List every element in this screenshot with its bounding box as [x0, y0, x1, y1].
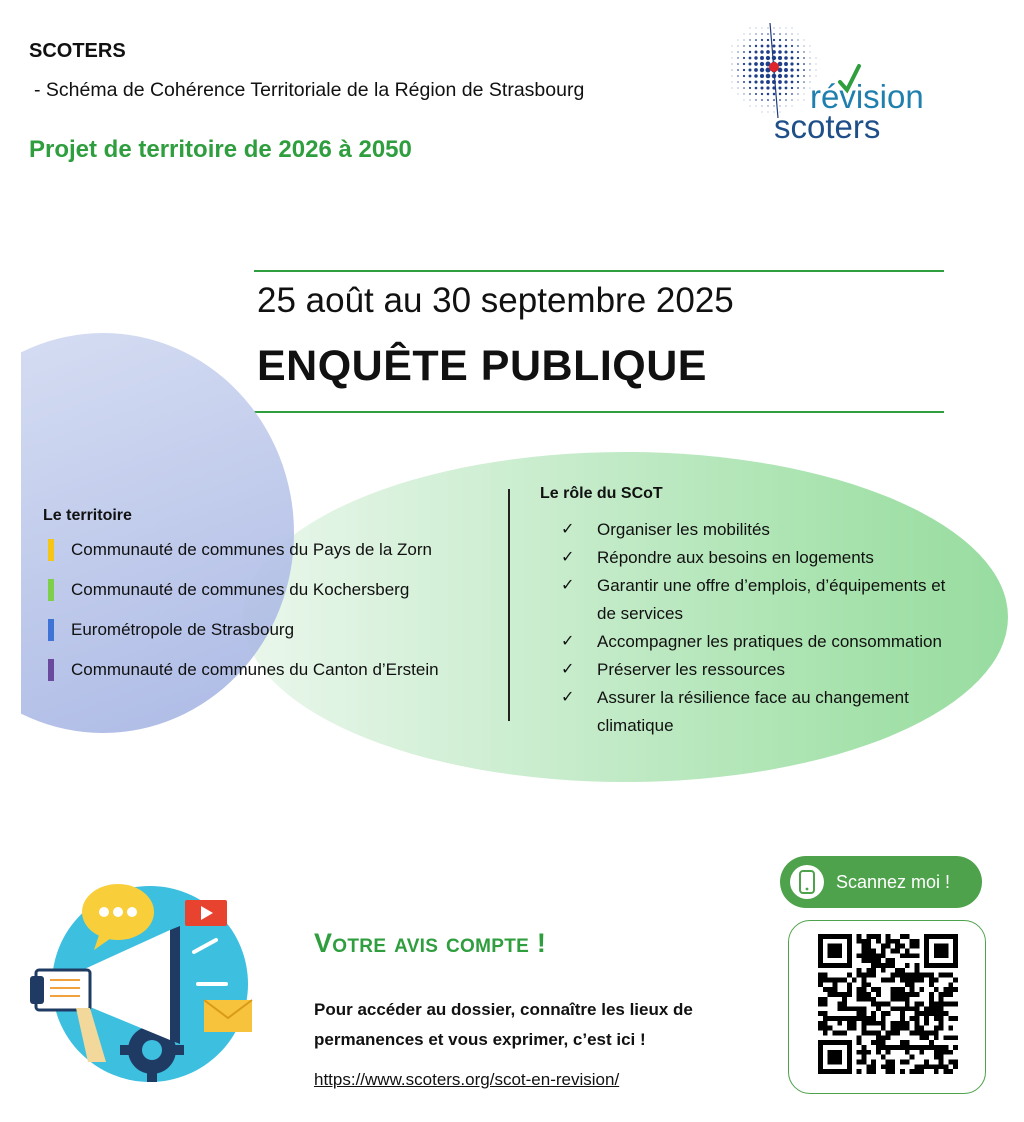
- role-item: [561, 656, 981, 684]
- territory-item: [48, 579, 409, 601]
- dotted-globe-icon: [722, 18, 962, 148]
- role-item: [561, 572, 951, 628]
- territory-item-label: Communauté de communes du Pays de la Zorn: [71, 540, 432, 559]
- color-marker: [48, 659, 54, 681]
- scan-me-badge: [780, 856, 982, 908]
- territory-item: [48, 539, 432, 561]
- role-item-label: Garantir une offre d’emplois, d’équipements et de services: [597, 576, 946, 623]
- logo-text-scoters: scoters: [774, 108, 881, 145]
- logo-text-revision: révision: [810, 78, 924, 115]
- role-item-label: Préserver les ressources: [597, 660, 786, 679]
- color-marker: [48, 539, 54, 561]
- checkmark-icon: ✓: [561, 689, 575, 706]
- org-name: SCOTERS: [29, 40, 126, 62]
- org-full-name: - Schéma de Cohérence Territoriale de la Région de Strasbourg: [34, 79, 585, 101]
- mail-icon: [204, 1000, 252, 1032]
- territory-item: [48, 659, 439, 681]
- revision-scoters-logo: [722, 18, 962, 148]
- checkmark-icon: ✓: [561, 549, 575, 566]
- role-item: [561, 516, 981, 544]
- smartphone-icon: [790, 865, 824, 899]
- cta-body: Pour accéder au dossier, connaître les lieux de permanences et vous exprimer, c’est ici !: [314, 1000, 693, 1049]
- event-dates: 25 août au 30 septembre 2025: [257, 281, 734, 320]
- video-play-icon: [185, 900, 227, 926]
- role-item-label: Organiser les mobilités: [597, 520, 770, 539]
- checkmark-icon: ✓: [561, 661, 575, 678]
- role-item: [561, 544, 981, 572]
- territory-item-label: Eurométropole de Strasbourg: [71, 620, 295, 639]
- top-rule: [254, 270, 944, 272]
- role-item: [561, 628, 981, 656]
- role-item-label: Assurer la résilience face au changement climatique: [597, 688, 909, 735]
- color-marker: [48, 619, 54, 641]
- qr-code[interactable]: [818, 934, 958, 1074]
- territory-title: Le territoire: [43, 507, 132, 524]
- checkmark-icon: ✓: [561, 521, 575, 538]
- project-subtitle: Projet de territoire de 2026 à 2050: [29, 136, 412, 163]
- territory-item: [48, 619, 294, 641]
- megaphone-illustration: [30, 872, 260, 1087]
- role-title: Le rôle du SCoT: [540, 485, 663, 502]
- color-marker: [48, 579, 54, 601]
- territory-item-label: Communauté de communes du Canton d’Erstein: [71, 660, 439, 679]
- checkmark-icon: ✓: [561, 633, 575, 650]
- cta-link[interactable]: https://www.scoters.org/scot-en-revision/: [314, 1070, 620, 1089]
- role-item-label: Accompagner les pratiques de consommation: [597, 632, 942, 651]
- event-title: ENQUÊTE PUBLIQUE: [257, 342, 707, 390]
- role-item-label: Répondre aux besoins en logements: [597, 548, 874, 567]
- bottom-rule: [254, 411, 944, 413]
- vertical-divider: [508, 489, 510, 721]
- role-item: [561, 684, 941, 740]
- checkmark-icon: ✓: [561, 577, 575, 594]
- territory-item-label: Communauté de communes du Kochersberg: [71, 580, 410, 599]
- left-margin-mask: [0, 300, 21, 760]
- cta-title: Votre avis compte !: [314, 928, 547, 958]
- scan-label: Scannez moi !: [836, 871, 951, 892]
